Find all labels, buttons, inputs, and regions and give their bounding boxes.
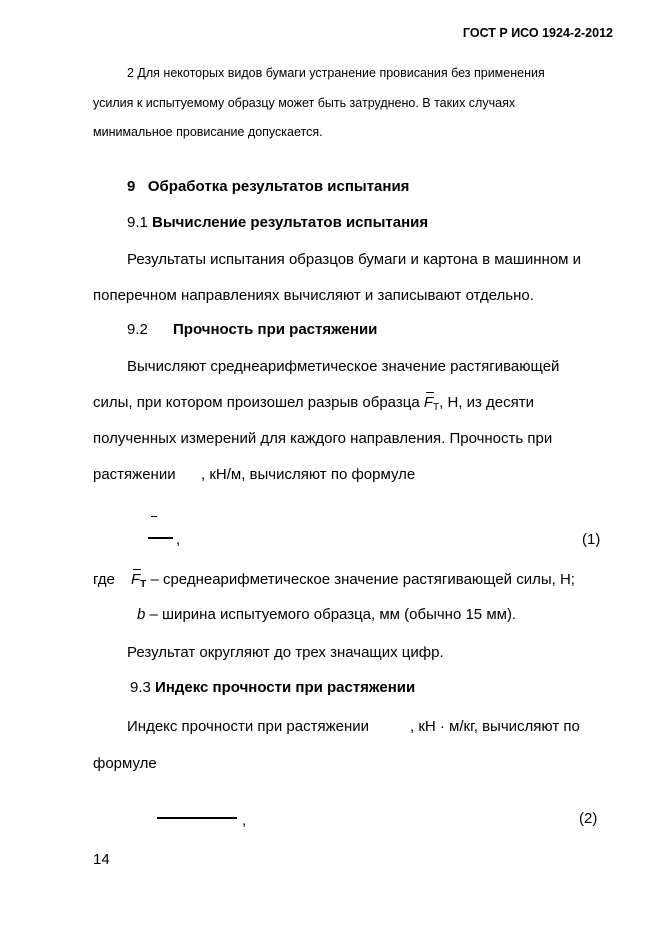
section-9-3-line-1-post: , кН · м/кг, вычисляют по [410,718,580,735]
formula-2-fraction-line [157,817,237,819]
where-f-desc: – среднеарифметическое значение растягивающей силы, Н; [150,571,575,588]
section-9-2-title: Прочность при растяжении [173,321,378,338]
section-9-3-heading [130,678,415,698]
formula-2-number: (2) [579,810,598,827]
rounding-note: Результат округляют до трех значащих цифр. [127,644,444,661]
section-9-2-line-1: Вычисляют среднеарифметическое значение растягивающей [127,358,560,375]
where-f-line [131,570,575,595]
section-9-1-title: Вычисление результатов испытания [152,214,429,231]
section-9-title: Обработка результатов испытания [147,178,410,195]
formula-1-comma: , [176,531,181,548]
section-9-2-line-2-post: , Н, из десяти [439,394,535,411]
section-9-1-para-line-1: Результаты испытания образцов бумаги и картона в машинном и [127,251,582,268]
section-9-1-para-line-2: поперечном направлениях вычисляют и записывают отдельно. [93,287,534,304]
document-header: ГОСТ Р ИСО 1924-2-2012 [462,26,613,40]
where-b-line [137,605,516,625]
note-line-3: минимальное провисание допускается. [93,125,323,139]
section-9-heading [127,177,409,197]
where-word: где [93,571,115,588]
note-line-1: 2 Для некоторых видов бумаги устранение провисания без применения [127,66,545,80]
section-9-2-line-2-pre: силы, при котором произошел разрыв образца [93,394,424,411]
section-9-3-line-1-pre: Индекс прочности при растяжении [127,718,369,735]
section-9-1-number: 9.1 [127,214,148,231]
formula-1-fraction-line [148,537,173,539]
section-9-3-line-2: формуле [93,755,157,772]
section-9-3-title: Индекс прочности при растяжении [155,679,416,696]
section-9-2-line-4-post: , кН/м, вычисляют по формуле [201,466,416,483]
force-symbol-where: $F_T$ [131,571,147,590]
force-symbol: $F_T$ [423,394,440,413]
where-b-desc: – ширина испытуемого образца, мм (обычно 15 мм). [149,606,517,623]
section-9-2-line-3: полученных измерений для каждого направления. Прочность при [93,430,553,447]
section-9-2-line-4-pre: растяжении [93,466,176,483]
page-number: 14 [93,851,110,868]
b-symbol: b [137,606,146,623]
formula-2-comma: , [242,812,247,829]
section-9-3-number: 9.3 [130,679,151,696]
section-9-number: 9 [127,178,136,195]
formula-1-overbar [151,516,157,517]
formula-1-number: (1) [582,531,601,548]
section-9-2-number: 9.2 [127,321,148,338]
section-9-1-heading [127,213,428,233]
section-9-2-line-2 [93,393,534,418]
note-line-2: усилия к испытуемому образцу может быть затруднено. В таких случаях [93,96,516,110]
